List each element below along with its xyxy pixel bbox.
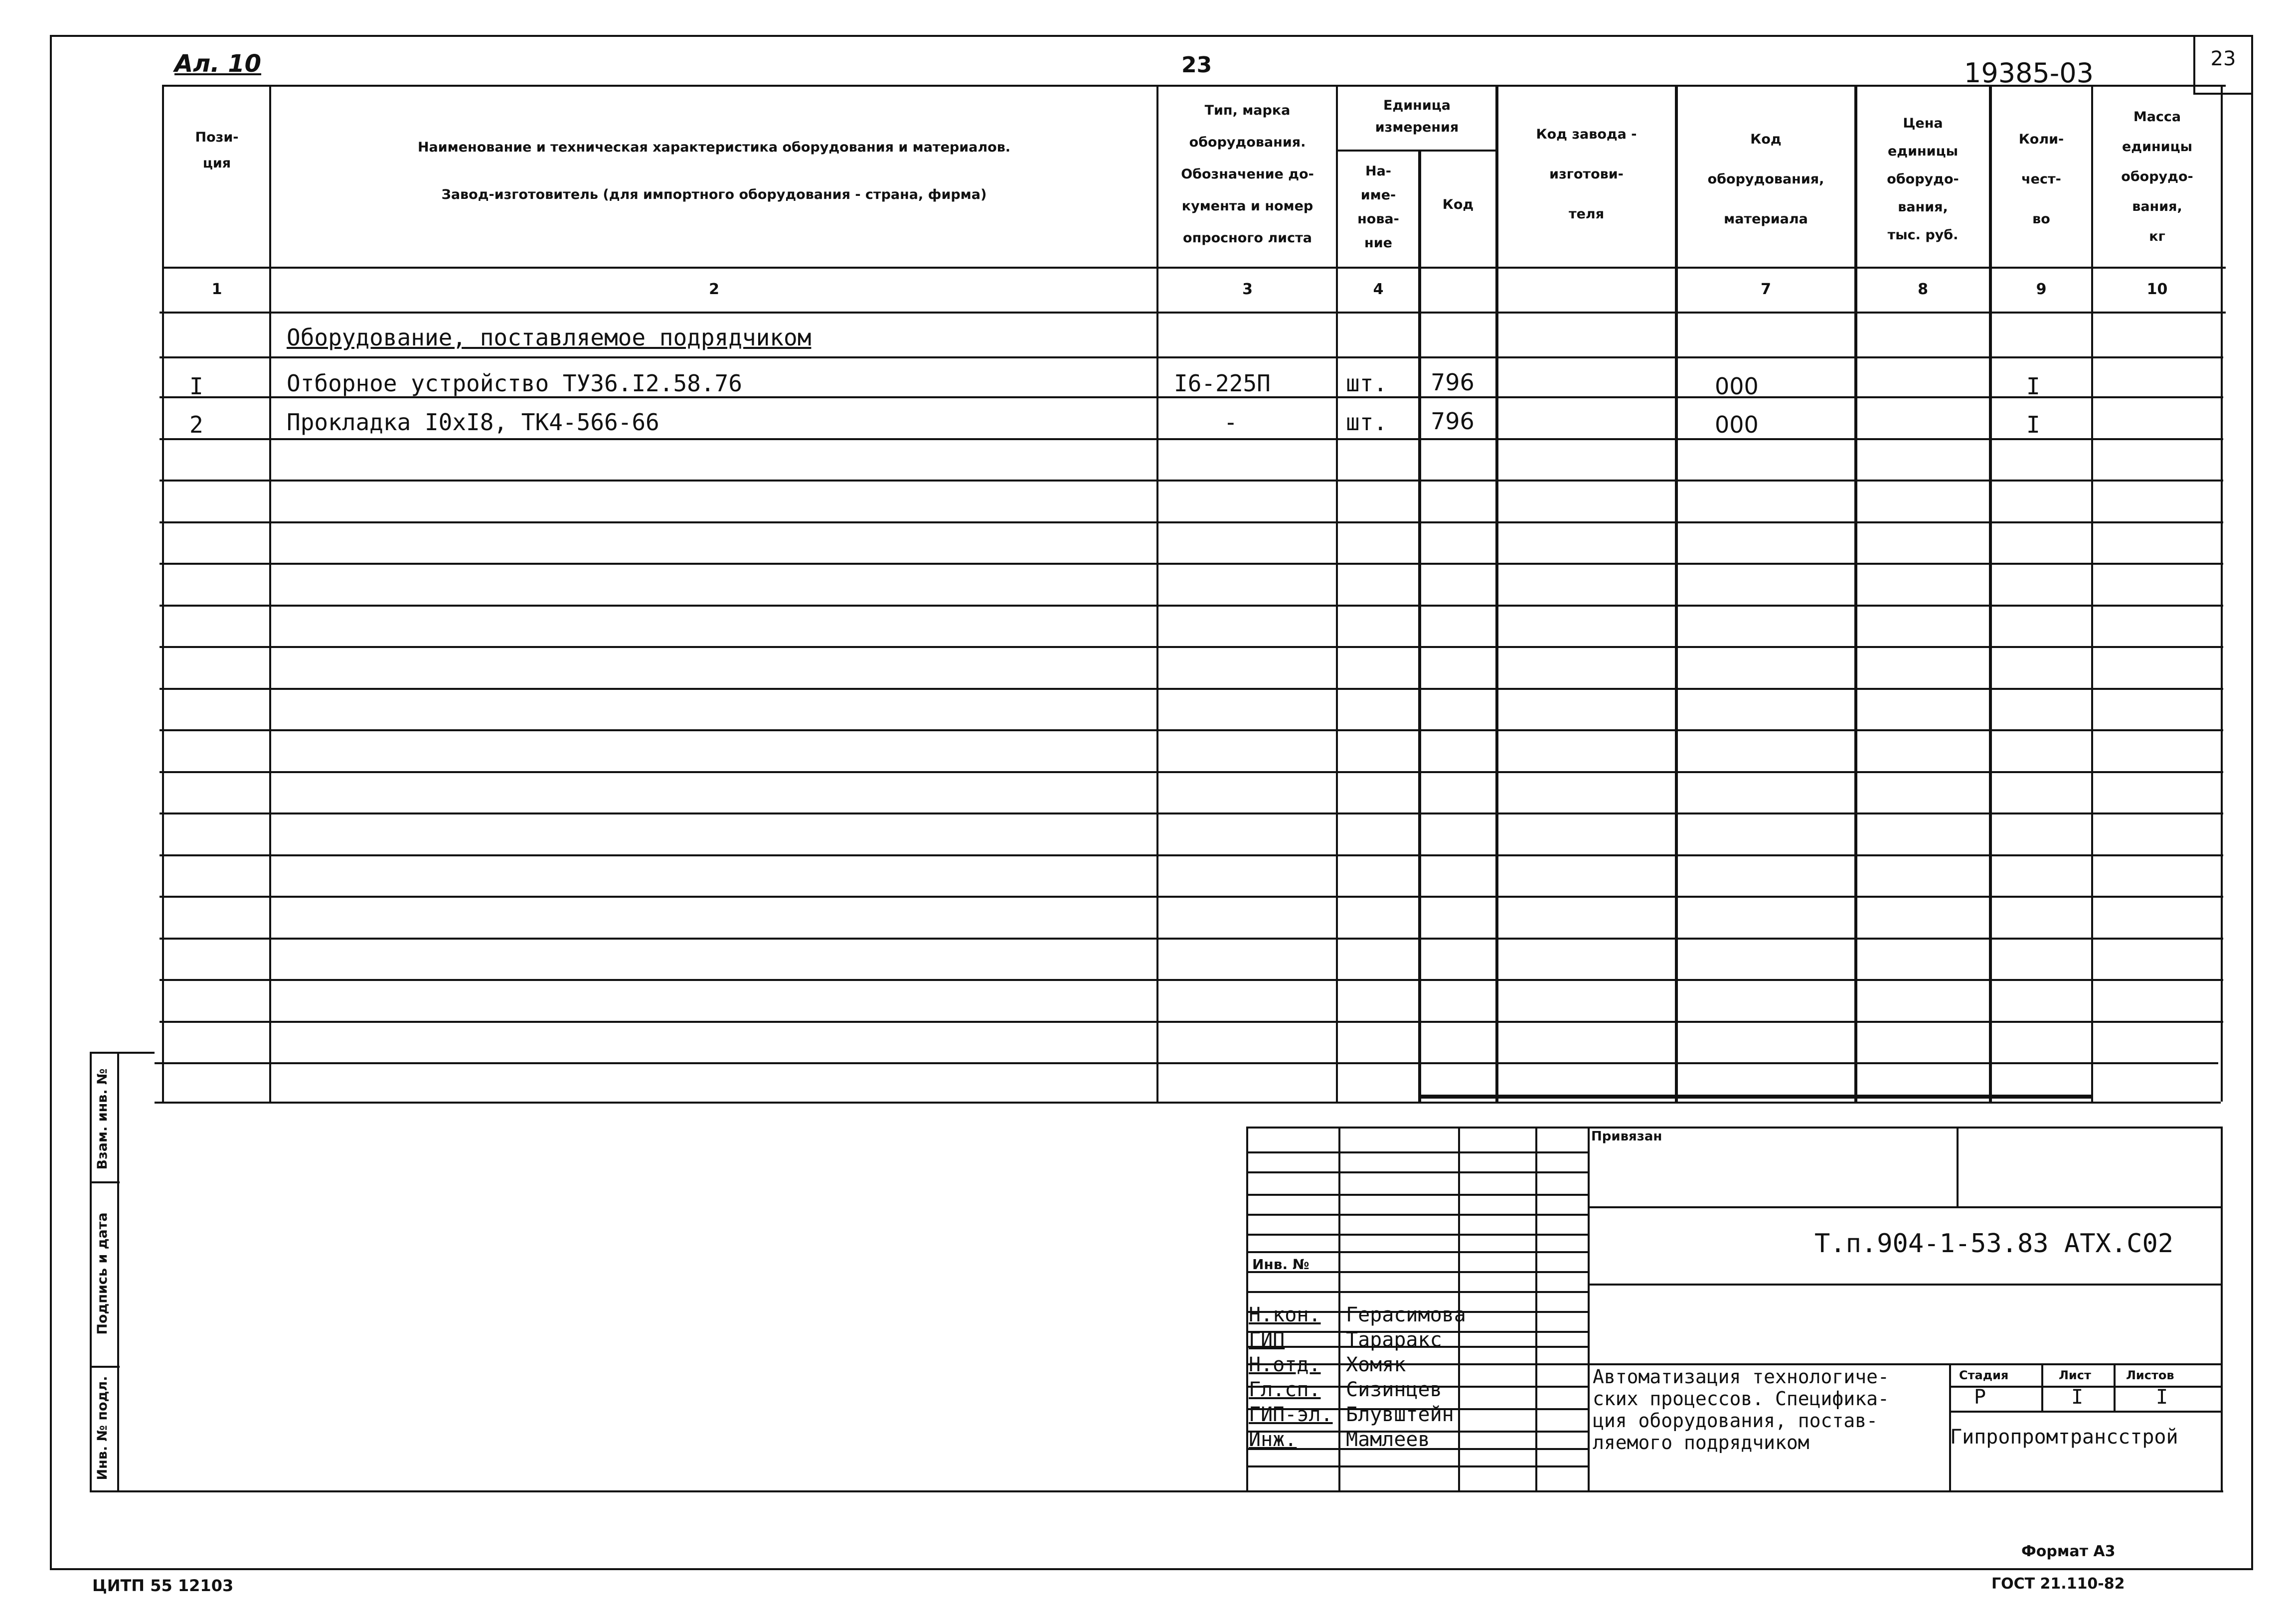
corner-sheet-number: 23	[2210, 47, 2236, 70]
tb-stage-bottom	[1949, 1411, 2221, 1413]
col-3-4-line	[1336, 85, 1338, 1102]
staff-role: Н.отд.	[1249, 1353, 1321, 1376]
tb-designation-bottom	[1588, 1284, 2221, 1286]
table-row-line	[160, 1021, 2223, 1023]
row2-type: -	[1224, 409, 1238, 436]
table-row-line	[160, 646, 2223, 648]
tb-grid-row-line	[1246, 1194, 1588, 1196]
row2-position: 2	[189, 411, 203, 438]
tb-privyazan-split	[1957, 1127, 1959, 1206]
row1-position: I	[189, 373, 203, 400]
tb-organization: Гипропромтрансстрой	[1950, 1426, 2178, 1449]
tb-document-title: Автоматизация технологиче- ских процессов. Специфика- ция оборудования, постав- ляемого подрядчиком	[1593, 1366, 1889, 1454]
tb-stage-v1	[2041, 1363, 2043, 1411]
colnum-7: 7	[1761, 281, 1771, 298]
staff-role: Н.кон.	[1249, 1303, 1321, 1326]
tb-grid-v4	[1588, 1127, 1590, 1490]
footer-left: ЦИТП 55 12103	[92, 1576, 234, 1595]
table-row-line	[160, 688, 2223, 690]
staff-role: ГИП	[1249, 1328, 1285, 1351]
row1-material-code: 000	[1715, 373, 1759, 400]
row1-type: I6-225П	[1174, 370, 1271, 397]
table-row-line	[160, 812, 2223, 814]
tb-stage-v2	[2114, 1363, 2116, 1411]
tb-sheet-value: I	[2071, 1386, 2084, 1409]
header-price: Цена единицы оборудо- вания, тыс. руб.	[1887, 116, 1959, 243]
row1-name: Отборное устройство ТУ36.I2.58.76	[287, 370, 742, 397]
row1-unit-code: 796	[1431, 369, 1475, 396]
col-5-6-line	[1495, 85, 1498, 1102]
tb-sheet-label: Лист	[2059, 1368, 2091, 1382]
staff-name: Блувштейн	[1346, 1403, 1454, 1426]
tb-grid-row-line	[1246, 1465, 1588, 1467]
table-row-line	[160, 605, 2223, 607]
tb-sheets-value: I	[2156, 1386, 2168, 1409]
top-center-number: 23	[1181, 52, 1212, 78]
table-row-line	[160, 854, 2223, 856]
colnum-9: 9	[2036, 281, 2047, 298]
outer-frame	[50, 35, 2253, 1570]
header-unit-code: Код	[1442, 197, 1474, 212]
footer-gost: ГОСТ 21.110-82	[1991, 1575, 2125, 1593]
row1-quantity: I	[2026, 373, 2040, 400]
table-bottom-line	[155, 1102, 2221, 1104]
staff-role: Инж.	[1249, 1428, 1297, 1451]
colnum-4: 4	[1373, 281, 1384, 298]
side-stamp-podpis: Подпись и дата	[95, 1212, 110, 1335]
header-name-line1: Наименование и техническая характеристика оборудования и материалов.	[417, 140, 1011, 155]
colnum-10: 10	[2146, 281, 2168, 298]
colnum-8: 8	[1918, 281, 1928, 298]
header-material-code: Код оборудования, материала	[1707, 132, 1824, 227]
header-unit-name: На- име- нова- ние	[1357, 163, 1399, 251]
tb-grid-row-line	[1246, 1171, 1588, 1173]
footer-format: Формат А3	[2021, 1543, 2116, 1560]
staff-role: ГИП-эл.	[1249, 1403, 1333, 1426]
row2-unit-code: 796	[1431, 408, 1475, 435]
tb-grid-row-line	[1246, 1291, 1588, 1293]
tb-empty-bottom	[1588, 1363, 2221, 1365]
tb-top	[1246, 1127, 2221, 1129]
row2-material-code: 000	[1715, 411, 1759, 438]
top-code: 19385-03	[1964, 57, 2094, 89]
staff-name: Герасимова	[1346, 1303, 1466, 1326]
row2-quantity: I	[2026, 411, 2040, 438]
header-position: Пози- ция	[195, 130, 239, 171]
col-1-2-line	[269, 85, 271, 1102]
tb-stage-value: Р	[1974, 1386, 1986, 1409]
col-left-border	[162, 85, 164, 1102]
tb-right	[2221, 1127, 2223, 1490]
tb-left	[1246, 1127, 1248, 1490]
colnum-3: 3	[1242, 281, 1253, 298]
tb-privyazan-bottom	[1588, 1206, 2221, 1208]
header-quantity: Коли- чест- во	[2018, 132, 2064, 227]
staff-name: Тараракс	[1346, 1328, 1442, 1351]
colnum-1: 1	[211, 281, 222, 298]
header-factory-code: Код завода - изготови- теля	[1536, 127, 1637, 222]
table-row-line	[160, 521, 2223, 523]
side-stamp-vzam: Взам. инв. №	[95, 1068, 110, 1170]
col-right-border	[2221, 85, 2223, 1102]
col-9-10-line	[2091, 85, 2093, 1102]
side-stamp-left	[90, 1052, 92, 1490]
header-unit-group: Единица измерения	[1375, 98, 1459, 135]
staff-name: Мамлеев	[1346, 1428, 1430, 1451]
tb-inv-label: Инв. №	[1252, 1256, 1310, 1273]
table-top-line	[162, 85, 2226, 87]
table-row-line	[160, 979, 2223, 981]
colnum-sep-line	[160, 312, 2226, 314]
tb-grid-row-line	[1246, 1151, 1588, 1153]
section-title: Оборудование, поставляемое подрядчиком	[287, 324, 812, 351]
header-sep-line	[162, 267, 2226, 269]
table-row-line	[160, 896, 2223, 898]
table-row-line	[160, 480, 2223, 482]
col-2-3-line	[1156, 85, 1158, 1102]
side-stamp-inv: Инв. № подл.	[95, 1376, 110, 1480]
tb-grid-row-line	[1246, 1234, 1588, 1236]
table-row-line	[155, 1062, 2218, 1064]
header-type: Тип, марка оборудования. Обозначение до- кумента и номер опросного листа	[1181, 103, 1314, 246]
tb-stage-label: Стадия	[1959, 1368, 2009, 1382]
thick-bottom-line	[1418, 1095, 2091, 1099]
row2-unit: шт.	[1346, 409, 1388, 436]
tb-grid-row-line	[1246, 1214, 1588, 1216]
tb-grid-v1	[1338, 1127, 1340, 1490]
table-row-line	[160, 938, 2223, 940]
side-stamp-top	[90, 1052, 155, 1054]
side-stamp-mid	[117, 1052, 119, 1490]
tb-stage-header-line	[1949, 1386, 2221, 1388]
drawing-bottom-line	[90, 1490, 2223, 1492]
table-row-line	[160, 438, 2223, 440]
tb-grid-row-line	[1246, 1251, 1588, 1253]
staff-name: Сизинцев	[1346, 1378, 1442, 1401]
row2-name: Прокладка I0хI8, ТК4-566-66	[287, 409, 659, 436]
tb-privyazan-label: Привязан	[1591, 1129, 1662, 1144]
staff-name: Хомяк	[1346, 1353, 1406, 1376]
unit-group-line	[1336, 150, 1495, 152]
colnum-2: 2	[709, 281, 719, 298]
header-mass: Масса единицы оборудо- вания, кг	[2121, 109, 2193, 244]
table-row-line	[160, 771, 2223, 773]
tb-grid-v3	[1535, 1127, 1537, 1490]
table-row-line	[160, 563, 2223, 565]
tb-sheets-label: Листов	[2126, 1368, 2174, 1382]
tb-designation: Т.п.904-1-53.83 АТХ.С02	[1814, 1229, 2174, 1259]
header-name-line2: Завод-изготовитель (для импортного оборудования - страна, фирма)	[441, 187, 987, 202]
top-left-mark: Ал. 10	[174, 50, 262, 78]
col-4-5-line	[1418, 150, 1421, 1102]
table-row-line	[160, 729, 2223, 731]
table-row-line	[160, 356, 2223, 358]
row1-unit: шт.	[1346, 370, 1388, 397]
staff-role: Гл.сп.	[1249, 1378, 1321, 1401]
